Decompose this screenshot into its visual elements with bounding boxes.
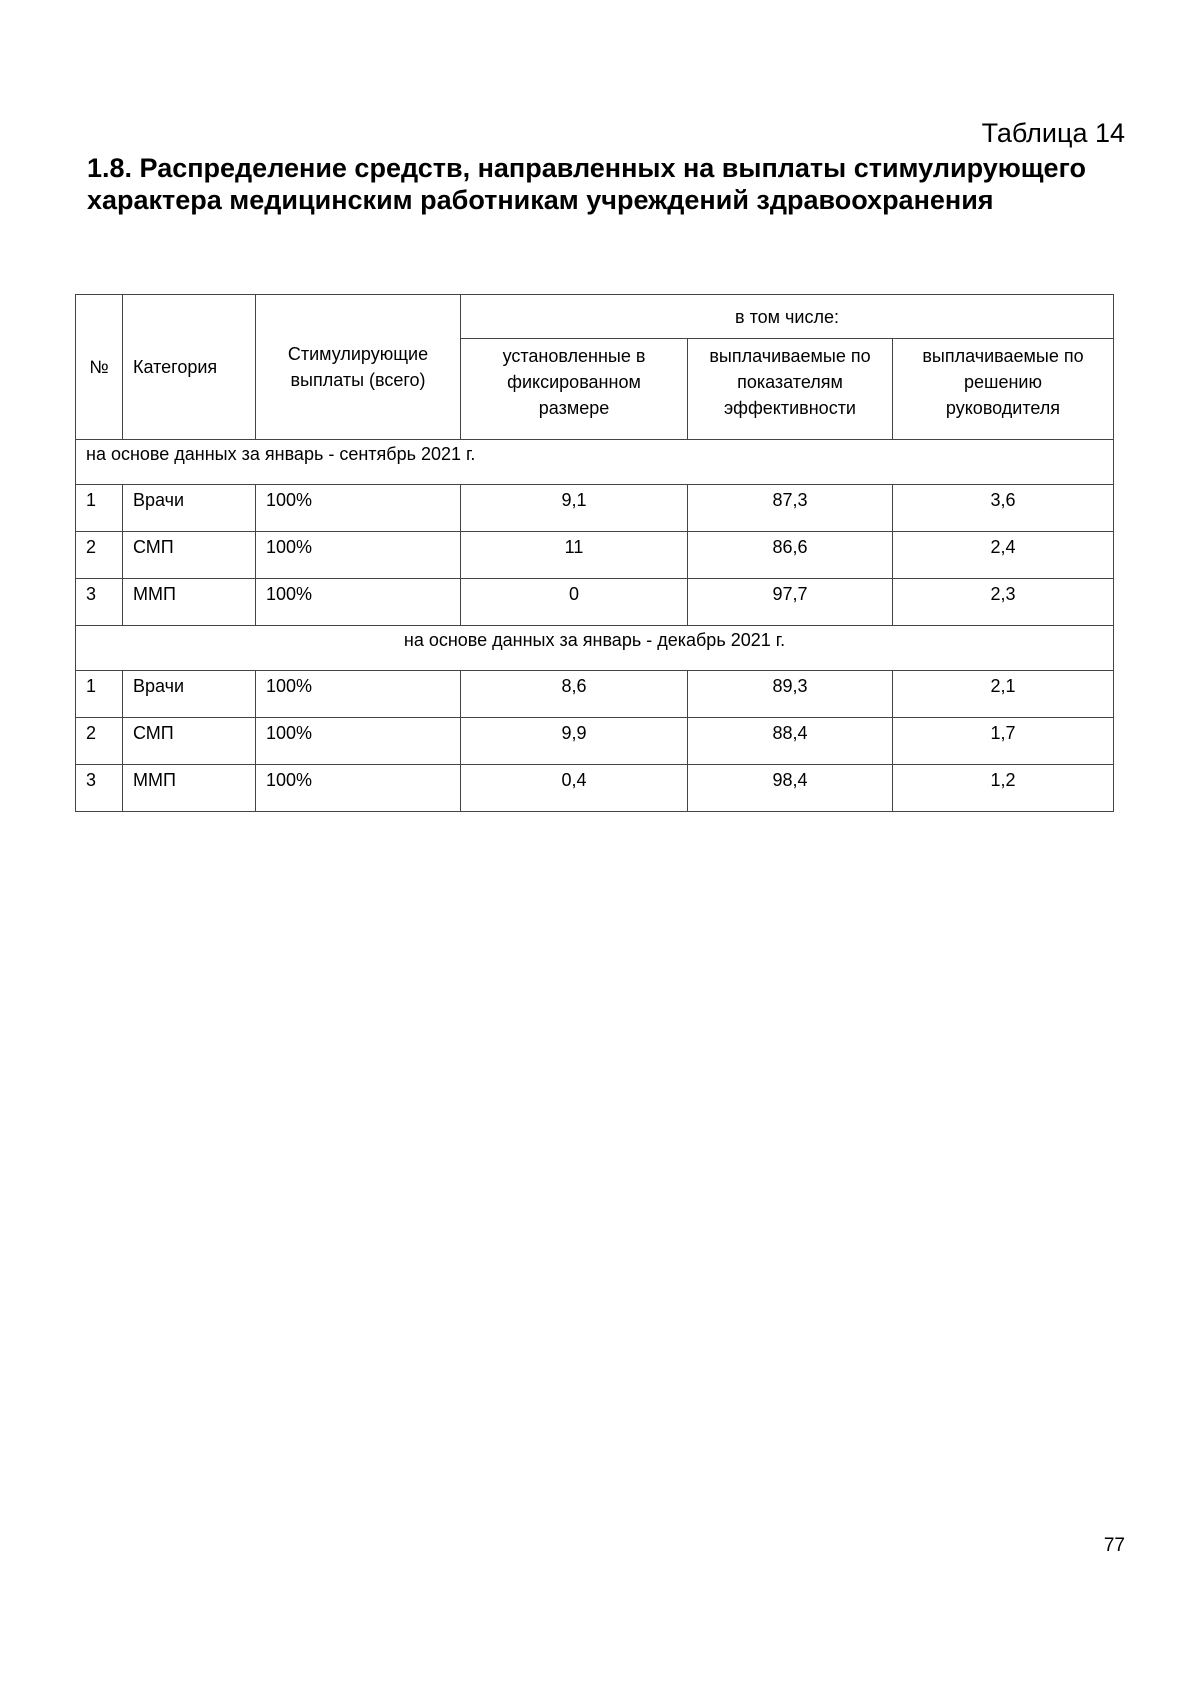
cell-performance: 89,3 [688, 671, 893, 718]
cell-num: 3 [76, 579, 123, 626]
cell-total: 100% [256, 485, 461, 532]
table-row [76, 765, 1114, 812]
cell-manager: 2,4 [893, 532, 1114, 579]
document-title: 1.8. Распределение средств, направленных на выплаты стимулирующего характера медицинским работникам учреждений здравоохранения [87, 153, 1086, 215]
cell-fixed: 8,6 [461, 671, 688, 718]
section-row [76, 626, 1114, 671]
cell-performance: 88,4 [688, 718, 893, 765]
col-header-group: в том числе: [461, 295, 1114, 339]
cell-total: 100% [256, 718, 461, 765]
section-title: на основе данных за январь - сентябрь 2021 г. [76, 440, 1114, 485]
col-header-category: Категория [123, 295, 256, 440]
section-title: на основе данных за январь - декабрь 2021 г. [76, 626, 1114, 671]
col-header-total: Стимулирующие выплаты (всего) [256, 295, 461, 440]
cell-performance: 97,7 [688, 579, 893, 626]
cell-manager: 1,2 [893, 765, 1114, 812]
table-row [76, 532, 1114, 579]
cell-fixed: 0,4 [461, 765, 688, 812]
col-header-num: № [76, 295, 123, 440]
col-header-performance: выплачиваемые по показателям эффективности [688, 339, 893, 440]
col-header-manager: выплачиваемые по решению руководителя [893, 339, 1114, 440]
table-row [76, 485, 1114, 532]
cell-manager: 3,6 [893, 485, 1114, 532]
cell-category: ММП [123, 765, 256, 812]
cell-total: 100% [256, 765, 461, 812]
table-row [76, 671, 1114, 718]
cell-performance: 98,4 [688, 765, 893, 812]
cell-total: 100% [256, 671, 461, 718]
col-header-fixed: установленные в фиксированном размере [461, 339, 688, 440]
cell-fixed: 0 [461, 579, 688, 626]
table-row [76, 718, 1114, 765]
cell-fixed: 9,1 [461, 485, 688, 532]
table-row [76, 579, 1114, 626]
cell-performance: 87,3 [688, 485, 893, 532]
cell-num: 2 [76, 532, 123, 579]
cell-total: 100% [256, 532, 461, 579]
cell-num: 3 [76, 765, 123, 812]
page-number: 77 [1103, 1535, 1125, 1556]
cell-num: 1 [76, 671, 123, 718]
cell-category: Врачи [123, 671, 256, 718]
cell-category: СМП [123, 532, 256, 579]
distribution-table [75, 294, 1114, 812]
cell-category: Врачи [123, 485, 256, 532]
cell-fixed: 9,9 [461, 718, 688, 765]
section-row [76, 440, 1114, 485]
cell-num: 2 [76, 718, 123, 765]
cell-manager: 1,7 [893, 718, 1114, 765]
cell-category: СМП [123, 718, 256, 765]
cell-manager: 2,1 [893, 671, 1114, 718]
cell-num: 1 [76, 485, 123, 532]
cell-fixed: 11 [461, 532, 688, 579]
cell-total: 100% [256, 579, 461, 626]
table-label: Таблица 14 [981, 118, 1125, 148]
cell-manager: 2,3 [893, 579, 1114, 626]
cell-category: ММП [123, 579, 256, 626]
cell-performance: 86,6 [688, 532, 893, 579]
